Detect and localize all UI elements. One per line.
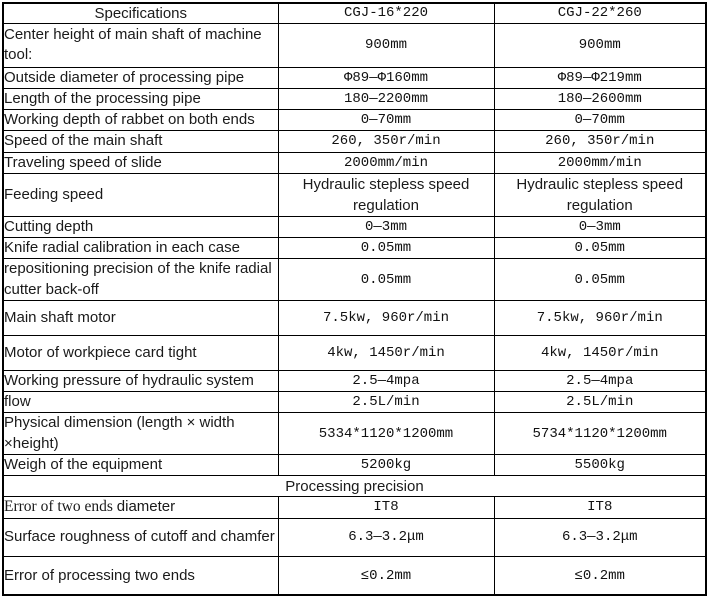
section-title: Processing precision (3, 476, 706, 497)
specifications-table (2, 2, 707, 596)
header-row (3, 3, 706, 23)
row-value-model2: 5500kg (494, 454, 706, 475)
table-row (3, 300, 706, 335)
row-label-error-processing-two-ends: Error of processing two ends (3, 556, 278, 595)
row-label-serif-part: Error of two ends (4, 498, 117, 515)
table-row (3, 335, 706, 370)
table-row (3, 216, 706, 237)
row-value-model2: 0.05mm (494, 259, 706, 301)
row-label-length-pipe: Length of the processing pipe (3, 88, 278, 109)
row-value-model1: 6.3—3.2μm (278, 518, 494, 556)
header-model-cgj-16-220: CGJ-16*220 (278, 3, 494, 23)
row-value-model1: 2.5L/min (278, 392, 494, 413)
row-label-feeding-speed: Feeding speed (3, 173, 278, 216)
row-label-error-two-ends-diameter (3, 497, 278, 519)
row-value-model1: 180—2200mm (278, 88, 494, 109)
row-value-model1: 7.5kw, 960r/min (278, 300, 494, 335)
row-value-model2: 0.05mm (494, 238, 706, 259)
row-label-traveling-speed: Traveling speed of slide (3, 152, 278, 173)
row-label-working-pressure: Working pressure of hydraulic system (3, 370, 278, 391)
row-value-model2: 180—2600mm (494, 88, 706, 109)
table-row (3, 238, 706, 259)
row-value-model2: 7.5kw, 960r/min (494, 300, 706, 335)
row-value-model1: 0—3mm (278, 216, 494, 237)
row-label-knife-radial-calibration: Knife radial calibration in each case (3, 238, 278, 259)
row-label-physical-dimension: Physical dimension (length × width ×height) (3, 413, 278, 455)
row-label-outside-diameter: Outside diameter of processing pipe (3, 67, 278, 88)
row-value-model2: 2000mm/min (494, 152, 706, 173)
table-row (3, 518, 706, 556)
row-value-model2: IT8 (494, 497, 706, 519)
table-row (3, 152, 706, 173)
table-row (3, 110, 706, 131)
row-value-model1: 900mm (278, 23, 494, 67)
row-value-model1: 2.5—4mpa (278, 370, 494, 391)
table-row (3, 131, 706, 152)
row-value-model1: 5334*1120*1200mm (278, 413, 494, 455)
row-value-model2: 260, 350r/min (494, 131, 706, 152)
row-value-model1: Φ89—Φ160mm (278, 67, 494, 88)
row-value-model1: IT8 (278, 497, 494, 519)
table-row (3, 556, 706, 595)
row-label-main-shaft-motor: Main shaft motor (3, 300, 278, 335)
row-label-speed-main-shaft: Speed of the main shaft (3, 131, 278, 152)
row-label-center-height: Center height of main shaft of machine tool: (3, 23, 278, 67)
table-row (3, 23, 706, 67)
row-value-model2: 0—3mm (494, 216, 706, 237)
header-specifications: Specifications (3, 3, 278, 23)
row-value-model1: 260, 350r/min (278, 131, 494, 152)
row-label-sans-part: diameter (116, 498, 176, 515)
row-value-model2: 0—70mm (494, 110, 706, 131)
row-value-model2: Φ89—Φ219mm (494, 67, 706, 88)
row-value-model2: 4kw, 1450r/min (494, 335, 706, 370)
header-model-cgj-22-260: CGJ-22*260 (494, 3, 706, 23)
table-row (3, 370, 706, 391)
row-value-model1: 5200kg (278, 454, 494, 475)
row-value-model2: 2.5L/min (494, 392, 706, 413)
row-value-model1: 0.05mm (278, 259, 494, 301)
section-title-row (3, 476, 706, 497)
row-label-motor-workpiece: Motor of workpiece card tight (3, 335, 278, 370)
table-row (3, 413, 706, 455)
row-value-model2: 5734*1120*1200mm (494, 413, 706, 455)
table-row (3, 454, 706, 475)
row-value-model1: Hydraulic stepless speed regulation (278, 173, 494, 216)
row-value-model2: ≤0.2mm (494, 556, 706, 595)
row-label-cutting-depth: Cutting depth (3, 216, 278, 237)
row-value-model1: 4kw, 1450r/min (278, 335, 494, 370)
row-label-surface-roughness: Surface roughness of cutoff and chamfer (3, 518, 278, 556)
row-label-flow: flow (3, 392, 278, 413)
row-value-model2: 6.3—3.2μm (494, 518, 706, 556)
row-label-repositioning-precision: repositioning precision of the knife radial cutter back-off (3, 259, 278, 301)
row-value-model1: 2000mm/min (278, 152, 494, 173)
table-row (3, 173, 706, 216)
row-value-model2: 900mm (494, 23, 706, 67)
row-value-model1: 0—70mm (278, 110, 494, 131)
table-row (3, 88, 706, 109)
row-label-working-depth: Working depth of rabbet on both ends (3, 110, 278, 131)
table-row (3, 392, 706, 413)
row-value-model2: Hydraulic stepless speed regulation (494, 173, 706, 216)
row-value-model1: 0.05mm (278, 238, 494, 259)
row-value-model2: 2.5—4mpa (494, 370, 706, 391)
table-row (3, 497, 706, 519)
row-label-weight: Weigh of the equipment (3, 454, 278, 475)
table-row (3, 67, 706, 88)
row-value-model1: ≤0.2mm (278, 556, 494, 595)
table-row (3, 259, 706, 301)
